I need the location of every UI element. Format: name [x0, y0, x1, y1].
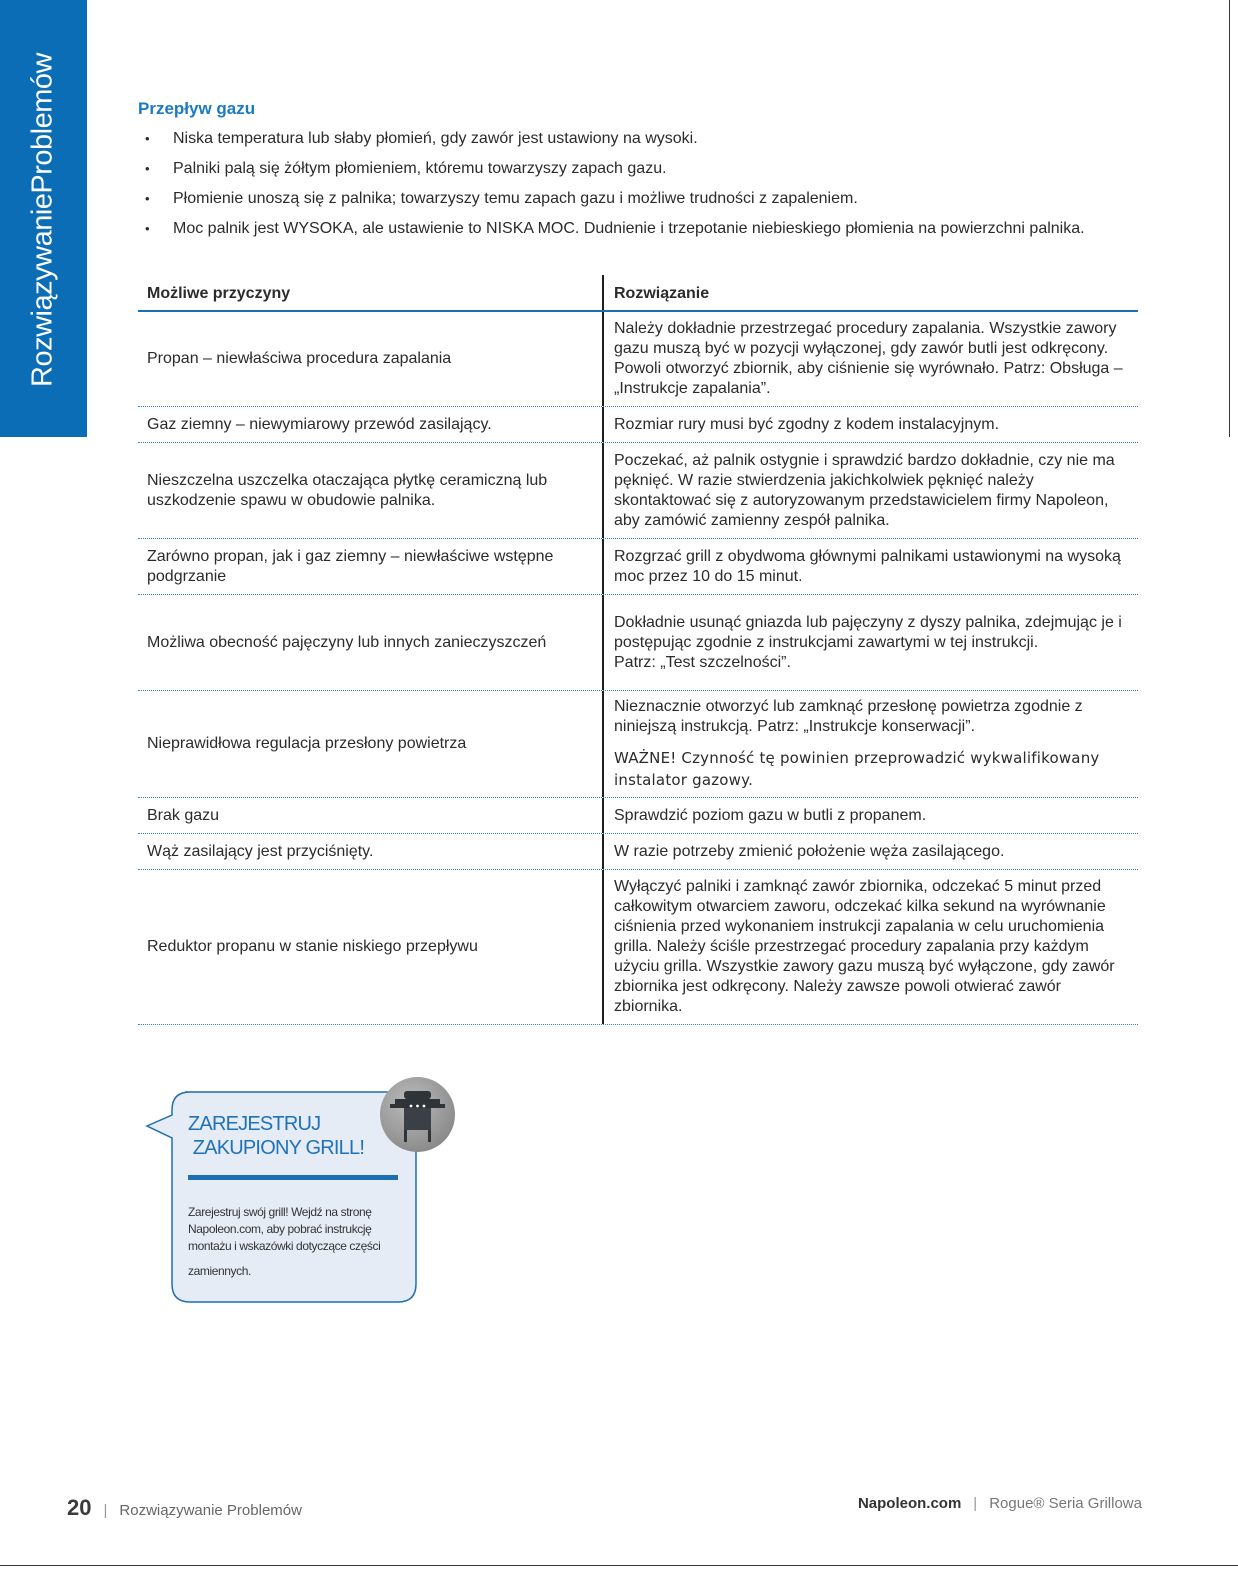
solution-text: Nieznacznie otworzyć lub zamknąć przesłonę powietrza zgodnie z niniejszą instrukcją. Patrz: „Instrukcje konserwacji”. — [614, 698, 1083, 735]
cause-cell: Reduktor propanu w stanie niskiego przepływu — [147, 938, 478, 955]
footer-section: Rozwiązywanie Problemów — [119, 1502, 302, 1519]
header-causes: Możliwe przyczyny — [147, 285, 291, 302]
header-solution: Rozwiązanie — [602, 275, 1138, 310]
symptom-item: • Niska temperatura lub słaby płomień, gdy zawór jest ustawiony na wysoki. — [138, 129, 1128, 149]
cause-cell: Propan – niewłaściwa procedura zapalania — [147, 350, 452, 367]
solution-cell — [602, 407, 1138, 442]
solution-reference: Patrz: „Test szczelności”. — [614, 653, 791, 671]
table-row — [138, 798, 1138, 834]
table-header — [138, 275, 1138, 312]
cause-cell: Możliwa obecność pajęczyny lub innych zanieczyszczeń — [147, 633, 547, 651]
table-row — [138, 691, 1138, 798]
footer-product: Rogue® Seria Grillowa — [989, 1495, 1142, 1512]
troubleshooting-table — [138, 275, 1138, 1025]
register-grill-callout — [145, 1090, 420, 1305]
callout-body — [188, 1204, 393, 1280]
solution-text: Rozmiar rury musi być zgodny z kodem instalacyjnym. — [614, 415, 1000, 433]
solution-cell — [602, 691, 1138, 797]
table-row — [138, 595, 1138, 691]
footer-brand: Napoleon.com — [857, 1495, 962, 1512]
cause-cell: Zarówno propan, jak i gaz ziemny – niewłaściwe wstępne podgrzanie — [147, 547, 554, 585]
cause-cell: Gaz ziemny – niewymiarowy przewód zasilający. — [147, 415, 492, 433]
cause-cell: Brak gazu — [147, 806, 220, 824]
symptom-item: • Płomienie unoszą się z palnika; towarzyszy temu zapach gazu i możliwe trudności z zapaleniem. — [138, 189, 1128, 209]
solution-cell — [602, 798, 1138, 833]
cause-cell: Wąż zasilający jest przyciśnięty. — [147, 842, 374, 860]
solution-text: Poczekać, aż palnik ostygnie i sprawdzić bardzo dokładnie, czy nie ma pęknięć. W razie stwierdzenia jakichkolwiek pęknięć należy skontaktować się z autoryzowanym przedstawicielem firmy Napoleon, aby zamówić zamienny zespół palnika. — [614, 451, 1115, 529]
footer-right — [858, 1495, 1142, 1512]
callout-body-text: Zarejestruj swój grill! Wejdź na stronę Napoleon.com, aby pobrać instrukcję montażu i wskazówki dotyczące części — [188, 1205, 381, 1253]
solution-cell — [602, 312, 1138, 406]
footer-separator: | — [973, 1495, 978, 1512]
solution-cell — [602, 595, 1138, 690]
solution-text: Należy dokładnie przestrzegać procedury zapalania. Wszystkie zawory gazu muszą być w pozycji wyłączonej, gdy zawór butli jest odkręcony. Powoli otworzyć zbiornik, aby ciśnienie się wyrównało. Patrz: Obsługa – „Instrukcje zapalania”. — [614, 320, 1123, 397]
callout-title: ZAREJESTRUJ ZAKUPIONY GRILL! — [188, 1113, 365, 1159]
important-note: WAŻNE! Czynność tę powinien przeprowadzić wykwalifikowany instalator gazowy. — [614, 749, 1100, 789]
solution-text: Dokładnie usunąć gniazda lub pajęczyny z dyszy palnika, zdejmując je i postępując zgodnie z instrukcjami zawartymi w tej instrukcji. — [614, 613, 1122, 651]
solution-text: Wyłączyć palniki i zamknąć zawór zbiornika, odczekać 5 minut przed całkowitym otwarciem zaworu, odczekać kilka sekund na wyrównanie ciśnienia przed wykonaniem instrukcji zapalania w celu uruchomienia grilla. Należy ściśle przestrzegać procedury zapalania przy każdym użyciu grilla. Wszystkie zawory gazu muszą być wyłączone, gdy zawór zbiornika jest odkręcony. Należy zawsze powoli otwierać zawór zbiornika. — [614, 878, 1115, 1015]
page-number: 20 — [67, 1495, 92, 1520]
cause-cell: Nieprawidłowa regulacja przesłony powietrza — [147, 735, 467, 752]
side-section-tab — [0, 0, 87, 437]
bottom-rule — [0, 1565, 1238, 1566]
callout-body-end: zamiennych. — [188, 1264, 251, 1278]
table-row — [138, 443, 1138, 539]
solution-cell — [602, 443, 1138, 538]
footer-left — [67, 1495, 302, 1521]
footer-separator: | — [103, 1502, 108, 1519]
table-row — [138, 539, 1138, 595]
table-row — [138, 834, 1138, 870]
symptom-item: • Palniki palą się żółtym płomieniem, któremu towarzyszy zapach gazu. — [138, 159, 1128, 179]
cause-cell: Nieszczelna uszczelka otaczająca płytkę ceramiczną lub uszkodzenie spawu w obudowie palnika. — [147, 471, 548, 509]
solution-text: W razie potrzeby zmienić położenie węża zasilającego. — [614, 842, 1005, 860]
table-row — [138, 407, 1138, 443]
section-title: Przepływ gazu — [138, 99, 256, 118]
solution-text: Rozgrzać grill z obydwoma głównymi palnikami ustawionymi na wysoką moc przez 10 do 15 minut. — [614, 547, 1121, 585]
table-row — [138, 312, 1138, 407]
side-section-label: RozwiązywanieProblemów — [26, 53, 59, 387]
callout-divider — [188, 1175, 398, 1180]
symptom-list — [138, 129, 1128, 249]
solution-cell — [602, 539, 1138, 594]
solution-text: Sprawdzić poziom gazu w butli z propanem. — [614, 806, 927, 824]
page-edge-rule — [1229, 0, 1230, 437]
symptom-item: • Moc palnik jest WYSOKA, ale ustawienie to NISKA MOC. Dudnienie i trzepotanie niebieskiego płomienia na powierzchni palnika. — [138, 219, 1128, 239]
table-row — [138, 870, 1138, 1025]
solution-cell — [602, 870, 1138, 1024]
solution-cell — [602, 834, 1138, 869]
grill-icon — [380, 1077, 455, 1152]
